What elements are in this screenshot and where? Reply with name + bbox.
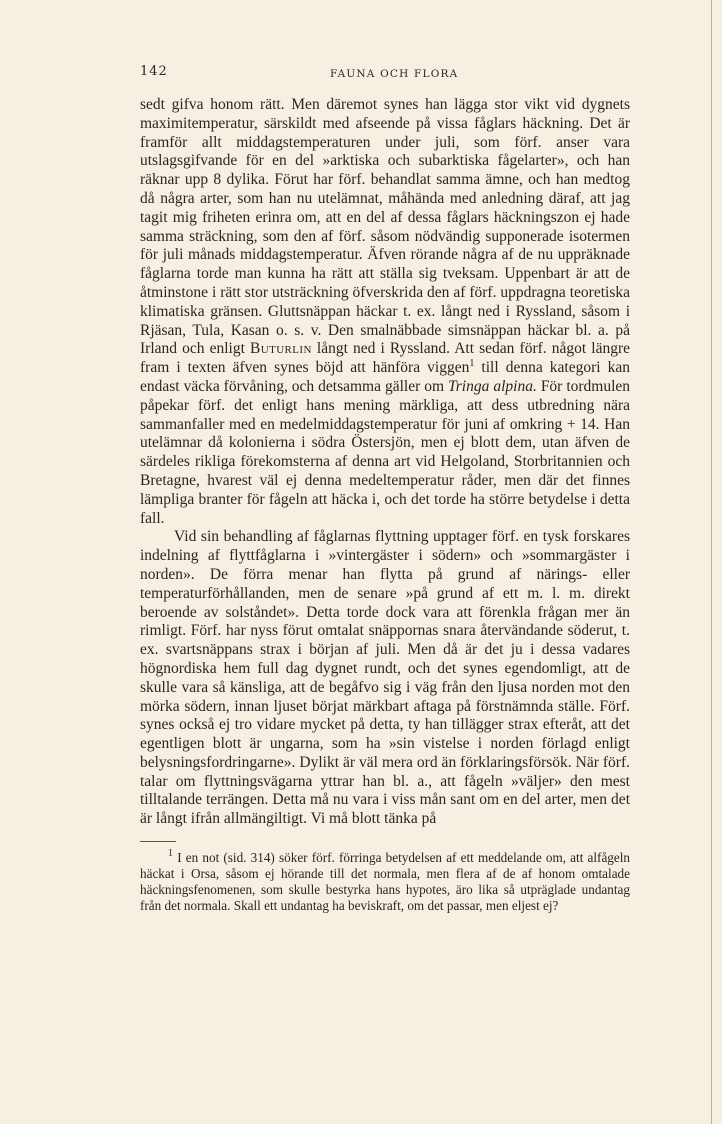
footnote-text: I en not (sid. 314) söker förf. förringa betydelsen af ett meddelande om, att alfågeln häckat i Orsa, såsom ej hörande till det normala, men flera af de af honom omtalade häckningsfenomenen, som skulle bestyrka hans hypotes, äro lika så utpräglade undantag från det normala. Skall ett undantag ha beviskraft, om det passar, men eljest ej? bbox=[140, 850, 631, 913]
footnote bbox=[140, 850, 630, 914]
paragraph-2: Vid sin behandling af fåglarnas flyttning upptager förf. en tysk forskares indelning af flyttfåglarna i »vintergäster i södern» och »sommargäster i norden». De förra menar han flytta på grund af närings- eller temperaturförhållanden, men de senare »på grund af ett m. l. m. direkt beroende av solståndet». Detta torde dock vara att förenkla frågan mer än rimligt. Förf. har nyss förut omtalat snäppornas snara återvändande söderut, t. ex. svartsnäppans strax i början af juli. Men då är det ju i dessa vadares högnordiska hem full dag dygnet rundt, och det synes egendomligt, att de skulle vara så känsliga, att de begåfvo sig i väg från den ljusa norden mot den mörka södern, innan ljuset börjat märkbart aftaga på förstnämnda ställe. Förf. synes också ej tro vidare mycket på detta, ty han tillägger strax efteråt, att det egentligen blott är ungarna, som ha »sin vistelse i norden förlagd enligt belysningsfordringarne». Dylikt är väl mera ord än förklaringsförsök. När förf. talar om flyttningsvägarna yttrar han bl. a., att fågeln »väljer» den mest tilltalande terrängen. Detta må nu vara i viss mån sant om en del arter, men det är långt ifrån allmängiltigt. Vi må blott tänka på bbox=[140, 528, 630, 828]
paragraph-1-part-1: sedt gifva honom rätt. Men däremot synes han lägga stor vikt vid dygnets maximitemperatur, särskildt med afseende på vissa fåglars häckning. Det är framför allt middagstemperaturen under juli, som förf. anser vara utslagsgifvande för en del »arktiska och subarktiska fågelarter», och han räknar upp 8 dylika. Förut har förf. behandlat samma ämne, och han medtog då några arter, som han nu utelämnat, måhända med anledning däraf, att jag tagit mig friheten erinra om, att en del af dessa fåglars häckningszon ej hade samma sträckning, som den af förf. såsom nödvändig supponerade isotermen för juli månads middagstemperatur. Äfven rörande några af de nu uppräknade fåglarna torde man kunna ha rätt att ställa sig tveksam. Uppenbart är att de åtminstone i rätt stor utsträckning öfverskrida den af förf. uppdragna teoretiska klimatiska gränsen. Gluttsnäppan häckar t. ex. långt ned i Ryssland, såsom i Rjäsan, Tula, Kasan o. s. v. Den smalnäbbade simsnäppan häckar bl. a. på Irland och enligt bbox=[140, 96, 630, 358]
page-edge-line bbox=[711, 0, 712, 1124]
species-name-tringa-alpina: Tringa alpina. bbox=[448, 377, 537, 395]
running-head bbox=[140, 62, 630, 84]
paragraph-1-part-3: till denna kategori kan endast väcka förvåning, och detsamma gäller om bbox=[140, 359, 630, 395]
footnote-divider bbox=[140, 841, 176, 842]
footnote-mark: 1 bbox=[168, 848, 173, 860]
author-name-buturlin: Buturlin bbox=[250, 340, 312, 358]
paragraph-1 bbox=[140, 96, 630, 528]
running-title: FAUNA OCH FLORA bbox=[330, 68, 459, 80]
page-number: 142 bbox=[140, 64, 168, 79]
paragraph-1-part-2: långt ned i Ryssland. Att sedan förf. något längre fram i texten äfven synes böjd att hänföra viggen bbox=[140, 340, 631, 377]
book-page bbox=[140, 62, 630, 914]
body-text bbox=[140, 96, 630, 829]
footnote-reference: 1 bbox=[469, 358, 475, 370]
paragraph-1-part-4: För tordmulen påpekar förf. det enligt hans mening märkliga, att dess utbredning nära sammanfaller med en medelmiddagstemperatur för juni af omkring + 14. Han utelämnar då kolonierna i södra Östersjön, men ej blott dem, utan äfven de särdeles rikliga förekomsterna af denna art vid Helgoland, Storbritannien och Bretagne, hvarest väl ej denna medeltemperatur råder, men där det finnes lämpliga branter för fågeln att häcka i, och det torde ha större betydelse i detta fall. bbox=[140, 377, 631, 527]
